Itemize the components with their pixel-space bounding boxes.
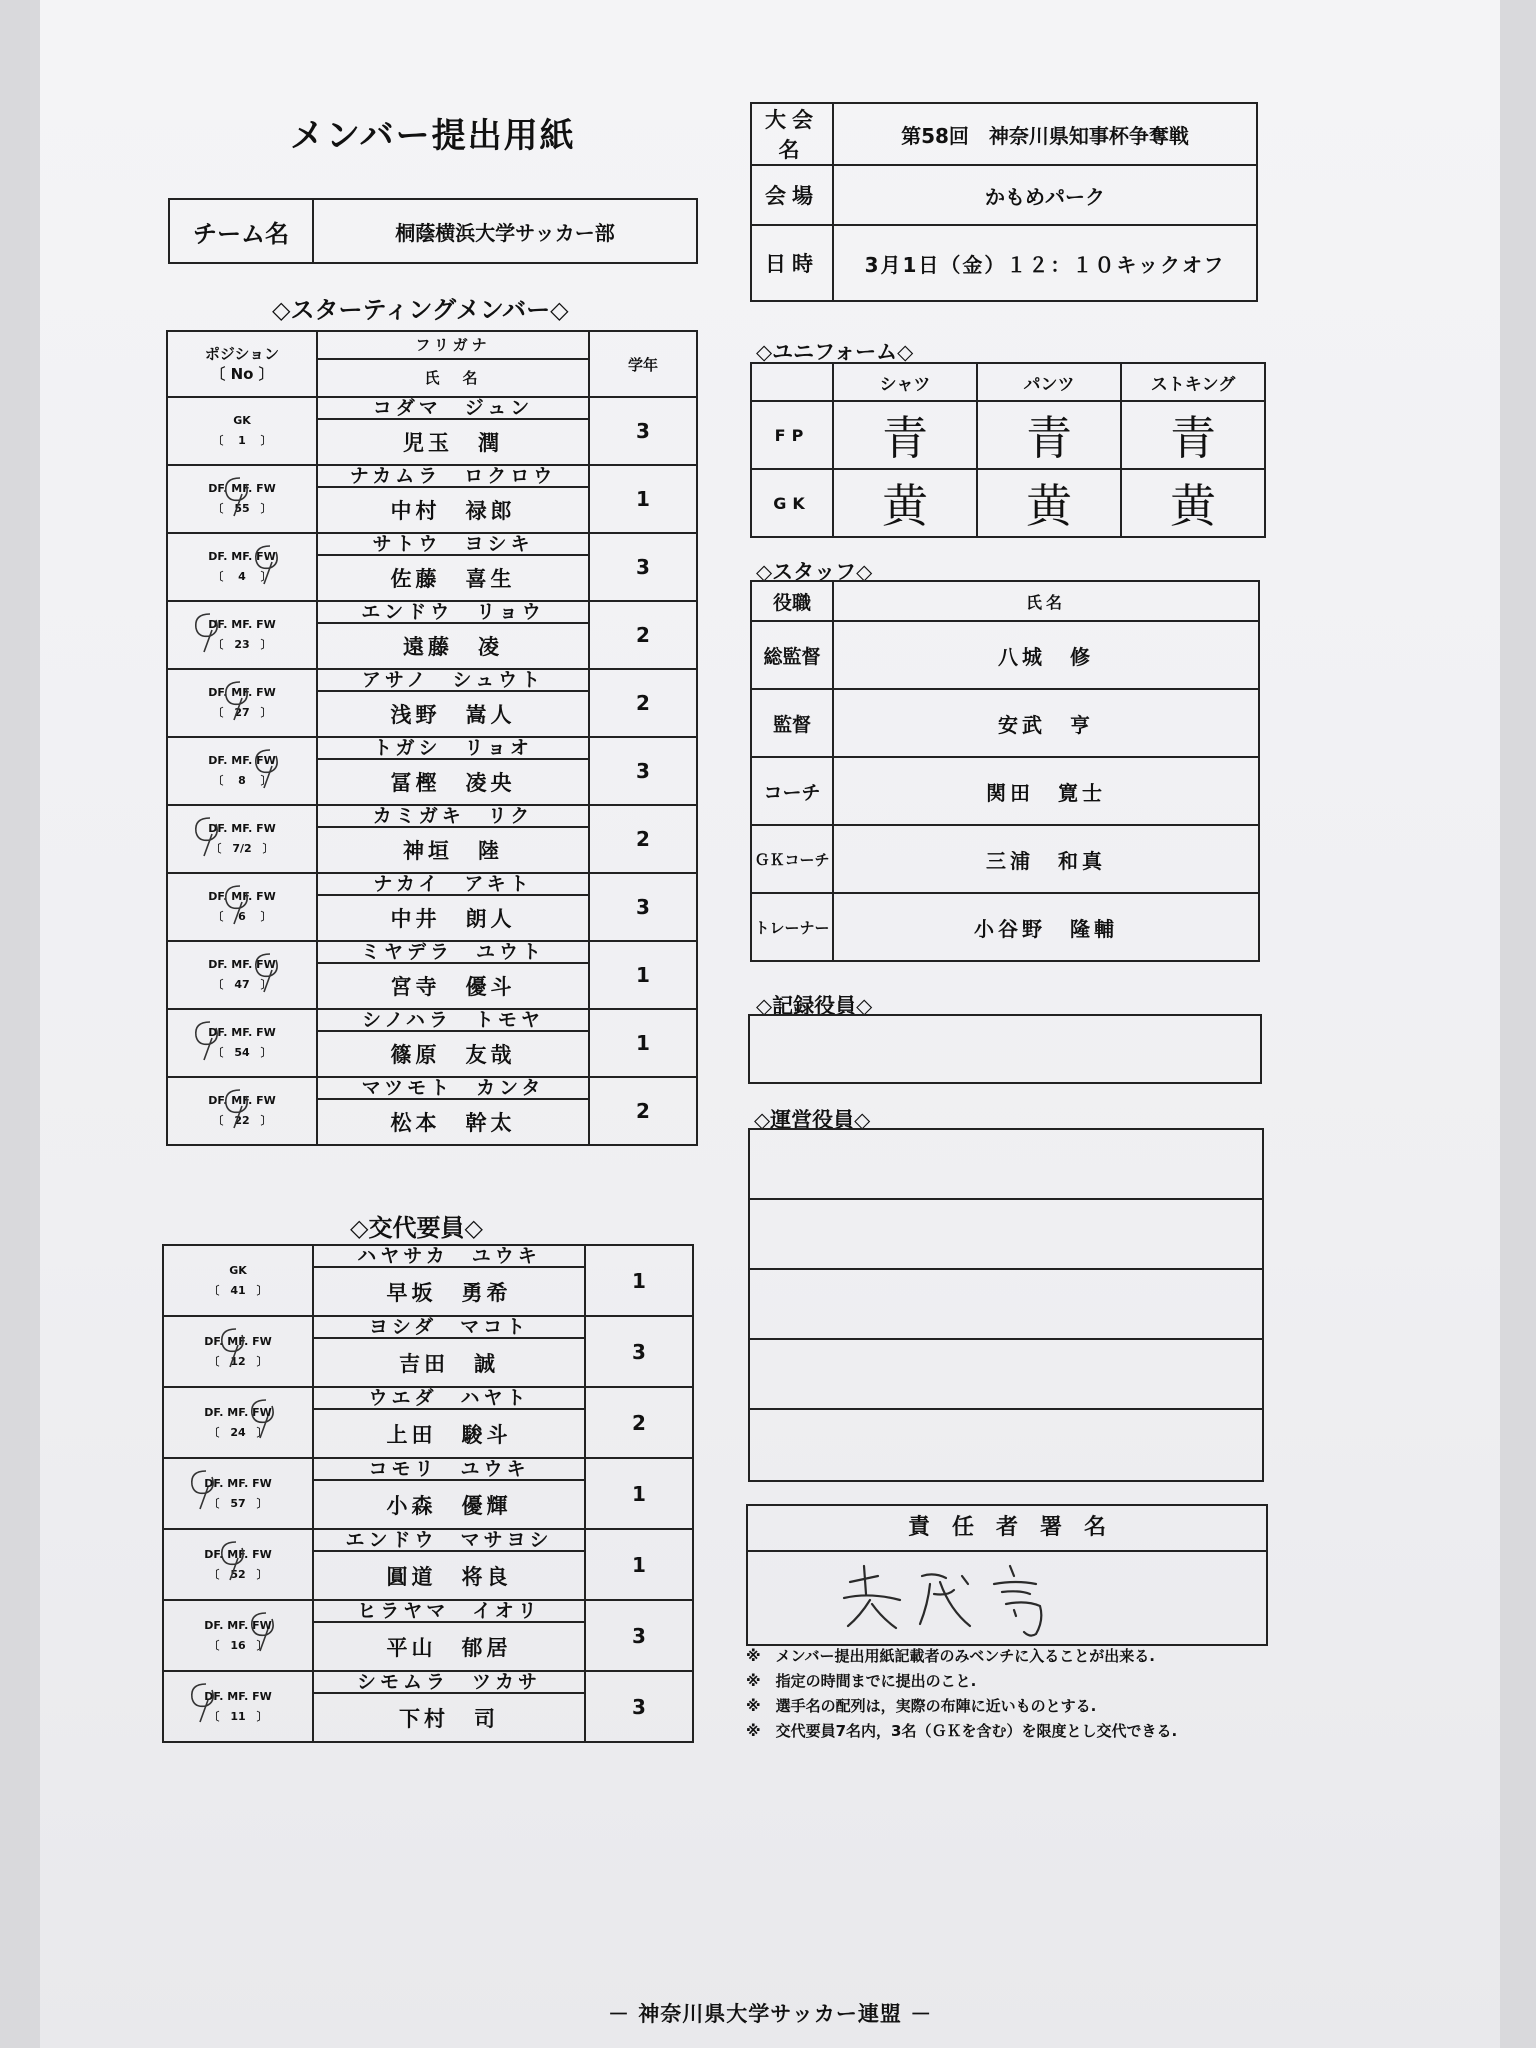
- player-name: 吉田 誠: [313, 1338, 585, 1387]
- table-row: [167, 941, 697, 963]
- player-furigana: コダマ ジュン: [317, 397, 589, 419]
- player-furigana: ヒラヤマ イオリ: [313, 1600, 585, 1622]
- operation-box: [748, 1128, 1264, 1482]
- meet-label-name: 大会名: [751, 103, 833, 165]
- player-grade: 3: [589, 737, 697, 805]
- position-label: DF. MF. FW: [208, 618, 276, 631]
- player-name: 中村 禄郎: [317, 487, 589, 533]
- subs-table: [162, 1244, 694, 1743]
- player-furigana: シモムラ ツカサ: [313, 1671, 585, 1693]
- table-row: [163, 1458, 693, 1480]
- staff-role: 総監督: [751, 621, 833, 689]
- note-item: ※ 交代要員7名内，3名（ＧＫを含む）を限度とし交代できる.: [746, 1722, 1178, 1740]
- player-name: 上田 駿斗: [313, 1409, 585, 1458]
- table-row: [167, 1009, 697, 1031]
- note-item: ※ 選手名の配列は，実際の布陣に近いものとする.: [746, 1697, 1097, 1715]
- position-label: DF. MF. FW: [208, 550, 276, 563]
- player-position: [167, 1009, 317, 1077]
- player-number: 〔 7/2 〕: [210, 842, 274, 855]
- uniform-row-fp: FP: [751, 401, 833, 469]
- subs-heading: ◇交代要員◇: [350, 1214, 483, 1242]
- player-grade: 3: [585, 1600, 693, 1671]
- position-label: DF. MF. FW: [208, 1094, 276, 1107]
- starting-table: [166, 330, 698, 1146]
- player-position: [167, 941, 317, 1009]
- player-furigana: アサノ シュウト: [317, 669, 589, 691]
- player-grade: 1: [585, 1458, 693, 1529]
- meet-value-name: 第58回 神奈川県知事杯争奪戦: [833, 103, 1257, 165]
- table-row: [167, 805, 697, 827]
- player-position: [163, 1671, 313, 1742]
- player-grade: 2: [589, 669, 697, 737]
- player-grade: 3: [585, 1671, 693, 1742]
- table-row: [163, 1600, 693, 1622]
- uniform-gk-shirt: 黄: [833, 469, 977, 537]
- player-position: [167, 873, 317, 941]
- player-grade: 2: [589, 1077, 697, 1145]
- name-header: 氏 名: [317, 359, 589, 397]
- table-row: [167, 873, 697, 895]
- table-row: [163, 1316, 693, 1338]
- staff-name: 関田 寛士: [833, 757, 1259, 825]
- furigana-header: フリガナ: [317, 331, 589, 359]
- player-position: [163, 1316, 313, 1387]
- player-number: 〔 27 〕: [212, 706, 272, 719]
- meet-label-venue: 会場: [751, 165, 833, 225]
- player-position: [163, 1529, 313, 1600]
- operation-row: [750, 1130, 1262, 1200]
- player-furigana: ナカイ アキト: [317, 873, 589, 895]
- player-grade: 1: [589, 941, 697, 1009]
- staff-name: 三浦 和真: [833, 825, 1259, 893]
- player-furigana: ハヤサカ ユウキ: [313, 1245, 585, 1267]
- staff-role: コーチ: [751, 757, 833, 825]
- player-grade: 3: [589, 397, 697, 465]
- player-number: 〔 57 〕: [208, 1496, 268, 1510]
- uniform-fp-socks: 青: [1121, 401, 1265, 469]
- grade-header: 学年: [589, 331, 697, 397]
- uniform-fp-pants: 青: [977, 401, 1121, 469]
- player-name: 冨樫 凌央: [317, 759, 589, 805]
- player-grade: 1: [589, 1009, 697, 1077]
- operation-heading: ◇運営役員◇: [754, 1108, 871, 1132]
- player-name: 下村 司: [313, 1693, 585, 1742]
- table-row: [163, 1671, 693, 1693]
- position-label: DF. MF. FW: [208, 890, 276, 903]
- uniform-col-socks: ストキング: [1121, 363, 1265, 401]
- staff-role: トレーナー: [751, 893, 833, 961]
- staff-name-header: 氏名: [833, 581, 1259, 621]
- player-name: 佐藤 喜生: [317, 555, 589, 601]
- table-row: [167, 669, 697, 691]
- player-name: 宮寺 優斗: [317, 963, 589, 1009]
- position-label: DF. MF. FW: [208, 754, 276, 767]
- staff-role: ＧＫコーチ: [751, 825, 833, 893]
- record-heading: ◇記録役員◇: [756, 994, 873, 1018]
- player-furigana: コモリ ユウキ: [313, 1458, 585, 1480]
- operation-row: [750, 1270, 1262, 1340]
- footer: － 神奈川県大学サッカー連盟 －: [608, 2002, 933, 2026]
- position-label: DF. MF. FW: [208, 822, 276, 835]
- player-name: 児玉 潤: [317, 419, 589, 465]
- uniform-col-pants: パンツ: [977, 363, 1121, 401]
- page-title: メンバー提出用紙: [290, 116, 576, 156]
- position-label: DF. MF. FW: [204, 1618, 272, 1632]
- player-position: [163, 1600, 313, 1671]
- player-furigana: ナカムラ ロクロウ: [317, 465, 589, 487]
- meet-value-date: 3月1日（金）１２：１０キックオフ: [833, 225, 1257, 301]
- player-position: [167, 465, 317, 533]
- player-name: 小森 優輝: [313, 1480, 585, 1529]
- position-label: DF. MF. FW: [208, 1026, 276, 1039]
- position-label: DF. MF. FW: [208, 482, 276, 495]
- staff-name: 八城 修: [833, 621, 1259, 689]
- player-furigana: ウエダ ハヤト: [313, 1387, 585, 1409]
- record-box: [748, 1014, 1262, 1084]
- operation-row: [750, 1340, 1262, 1410]
- table-row: [167, 737, 697, 759]
- handwritten-signature: [830, 1554, 1090, 1644]
- player-furigana: エンドウ リョウ: [317, 601, 589, 623]
- player-name: 神垣 陸: [317, 827, 589, 873]
- player-name: 浅野 嵩人: [317, 691, 589, 737]
- player-furigana: ヨシダ マコト: [313, 1316, 585, 1338]
- meet-label-date: 日時: [751, 225, 833, 301]
- position-label: DF. MF. FW: [208, 686, 276, 699]
- staff-name: 小谷野 隆輔: [833, 893, 1259, 961]
- player-furigana: マツモト カンタ: [317, 1077, 589, 1099]
- player-position: [163, 1387, 313, 1458]
- player-position: [167, 533, 317, 601]
- table-row: [167, 601, 697, 623]
- player-name: 中井 朗人: [317, 895, 589, 941]
- player-name: 圓道 将良: [313, 1551, 585, 1600]
- staff-table: [750, 580, 1260, 962]
- player-furigana: シノハラ トモヤ: [317, 1009, 589, 1031]
- player-number: 〔 54 〕: [212, 1046, 272, 1059]
- table-row: [163, 1529, 693, 1551]
- player-number: 〔 8 〕: [212, 774, 272, 787]
- player-grade: 1: [589, 465, 697, 533]
- player-grade: 2: [585, 1387, 693, 1458]
- player-position: [167, 669, 317, 737]
- player-grade: 3: [589, 533, 697, 601]
- table-row: [167, 533, 697, 555]
- uniform-heading: ◇ユニフォーム◇: [756, 340, 914, 364]
- uniform-gk-socks: 黄: [1121, 469, 1265, 537]
- player-position: [167, 397, 317, 465]
- uniform-fp-shirt: 青: [833, 401, 977, 469]
- position-label: DF. MF. FW: [204, 1689, 272, 1703]
- player-number: 〔 52 〕: [208, 1567, 268, 1581]
- player-furigana: サトウ ヨシキ: [317, 533, 589, 555]
- position-label: GK: [233, 414, 251, 427]
- table-row: [163, 1245, 693, 1267]
- position-label: DF. MF. FW: [204, 1405, 272, 1419]
- position-header-label: ポジション: [204, 345, 280, 363]
- meet-value-venue: かもめパーク: [833, 165, 1257, 225]
- player-grade: 3: [585, 1316, 693, 1387]
- player-furigana: ミヤデラ ユウト: [317, 941, 589, 963]
- staff-role-header: 役職: [751, 581, 833, 621]
- player-number: 〔 11 〕: [208, 1709, 268, 1723]
- signature-box: [746, 1504, 1268, 1646]
- player-furigana: エンドウ マサヨシ: [313, 1529, 585, 1551]
- player-number: 〔 55 〕: [212, 502, 272, 515]
- signature-heading: 責 任 者 署 名: [748, 1506, 1266, 1552]
- team-label: チーム名: [169, 199, 313, 263]
- player-number: 〔 23 〕: [212, 638, 272, 651]
- notes: [746, 1644, 1177, 1744]
- player-position: [163, 1245, 313, 1316]
- position-label: GK: [229, 1263, 247, 1277]
- uniform-col-shirt: シャツ: [833, 363, 977, 401]
- player-name: 松本 幹太: [317, 1099, 589, 1145]
- position-label: DF. MF. FW: [208, 958, 276, 971]
- player-name: 遠藤 凌: [317, 623, 589, 669]
- player-name: 早坂 勇希: [313, 1267, 585, 1316]
- player-position: [167, 1077, 317, 1145]
- player-grade: 2: [589, 805, 697, 873]
- uniform-table: [750, 362, 1266, 538]
- note-item: ※ メンバー提出用紙記載者のみベンチに入ることが出来る.: [746, 1647, 1155, 1665]
- player-grade: 2: [589, 601, 697, 669]
- uniform-row-gk: GK: [751, 469, 833, 537]
- table-row: [167, 465, 697, 487]
- player-furigana: トガシ リョオ: [317, 737, 589, 759]
- team-table: [168, 198, 698, 264]
- player-name: 平山 郁居: [313, 1622, 585, 1671]
- player-number: 〔 47 〕: [212, 978, 272, 991]
- table-row: [163, 1387, 693, 1409]
- position-label: DF. MF. FW: [204, 1547, 272, 1561]
- player-position: [167, 737, 317, 805]
- player-position: [163, 1458, 313, 1529]
- player-grade: 3: [589, 873, 697, 941]
- player-number: 〔 1 〕: [212, 434, 272, 447]
- team-name: 桐蔭横浜大学サッカー部: [313, 199, 697, 263]
- player-number: 〔 12 〕: [208, 1354, 268, 1368]
- staff-name: 安武 亨: [833, 689, 1259, 757]
- player-number: 〔 41 〕: [208, 1283, 268, 1297]
- meet-table: [750, 102, 1258, 302]
- uniform-corner: [751, 363, 833, 401]
- position-header: [167, 331, 317, 397]
- note-item: ※ 指定の時間までに提出のこと.: [746, 1672, 977, 1690]
- member-sheet: [40, 0, 1500, 2048]
- position-label: DF. MF. FW: [204, 1334, 272, 1348]
- player-grade: 1: [585, 1245, 693, 1316]
- staff-heading: ◇スタッフ◇: [756, 560, 873, 584]
- position-label: DF. MF. FW: [204, 1476, 272, 1490]
- player-position: [167, 805, 317, 873]
- player-number: 〔 16 〕: [208, 1638, 268, 1652]
- table-row: [167, 397, 697, 419]
- player-name: 篠原 友哉: [317, 1031, 589, 1077]
- operation-row: [750, 1200, 1262, 1270]
- player-number: 〔 6 〕: [212, 910, 272, 923]
- table-row: [167, 1077, 697, 1099]
- uniform-gk-pants: 黄: [977, 469, 1121, 537]
- number-header-label: 〔 No 〕: [210, 365, 274, 383]
- player-number: 〔 24 〕: [208, 1425, 268, 1439]
- player-grade: 1: [585, 1529, 693, 1600]
- player-position: [167, 601, 317, 669]
- starting-heading: ◇スターティングメンバー◇: [272, 296, 569, 324]
- player-number: 〔 4 〕: [212, 570, 272, 583]
- player-number: 〔 22 〕: [212, 1114, 272, 1127]
- player-furigana: カミガキ リク: [317, 805, 589, 827]
- staff-role: 監督: [751, 689, 833, 757]
